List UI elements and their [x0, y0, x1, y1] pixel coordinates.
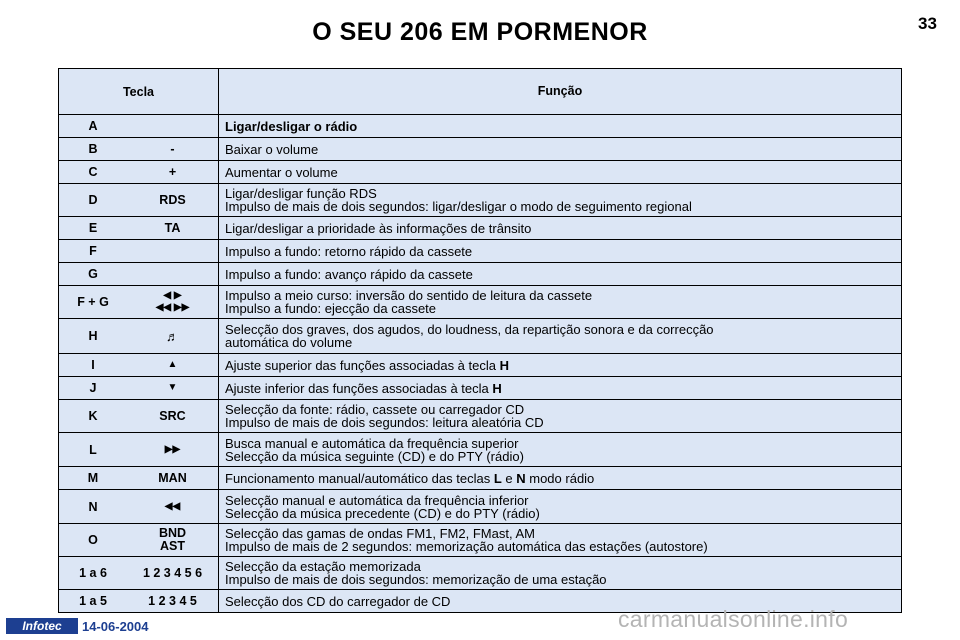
function-text: Ligar/desligar o rádio — [225, 118, 358, 134]
function-text: Impulso a meio curso: inversão do sentido de leitura da cassete — [225, 288, 593, 303]
function-cell — [219, 557, 901, 589]
table-row — [59, 262, 901, 285]
function-text: Funcionamento manual/automático das teclas — [225, 470, 494, 486]
symbol-cell — [127, 240, 219, 262]
key-cell: N — [88, 499, 98, 514]
header-funcao: Função — [537, 84, 583, 98]
function-text: Impulso a fundo: retorno rápido da cassete — [225, 243, 473, 259]
table-row — [59, 114, 901, 137]
music-note-icon: ♬ — [166, 328, 179, 344]
function-text: Impulso de mais de dois segundos: memorização de uma estação — [225, 572, 607, 587]
key-cell: H — [88, 329, 98, 343]
function-key-ref: N — [516, 470, 526, 486]
function-text: modo rádio — [525, 470, 595, 486]
symbol-cell — [127, 286, 219, 318]
key-cell: A — [88, 119, 98, 133]
function-text: Ajuste inferior das funções associadas à tecla — [225, 380, 493, 396]
table-row — [59, 432, 901, 466]
function-cell — [219, 319, 901, 353]
table-row — [59, 466, 901, 489]
table-row — [59, 399, 901, 432]
key-cell: M — [87, 471, 99, 485]
function-text: Selecção dos graves, dos agudos, do loudness, da repartição sonora e da correcção — [225, 322, 714, 337]
table-row — [59, 376, 901, 399]
rewind-icon: ◀◀ — [164, 500, 181, 512]
table-row — [59, 160, 901, 183]
function-text: Ligar/desligar a prioridade às informações de trânsito — [225, 220, 532, 236]
key-cell: F + G — [77, 295, 109, 309]
function-text: Baixar o volume — [225, 141, 319, 157]
table-row — [59, 318, 901, 353]
table-row — [59, 489, 901, 523]
function-text: Impulso de mais de dois segundos: ligar/desligar o modo de seguimento regional — [225, 199, 692, 214]
function-text: Selecção manual e automática da frequência inferior — [225, 492, 529, 508]
function-text: Selecção da música seguinte (CD) e do PTY (rádio) — [225, 448, 524, 464]
function-key-ref: L — [493, 470, 502, 486]
page-number: 33 — [918, 14, 937, 33]
function-cell — [219, 138, 901, 160]
function-text: Impulso de mais de dois segundos: leitura aleatória CD — [225, 415, 544, 430]
function-text: Ajuste superior das funções associadas à tecla — [225, 357, 500, 373]
key-cell: 1 a 6 — [79, 566, 107, 580]
arrow-down-icon: ▼ — [167, 382, 178, 393]
key-cell: G — [88, 267, 98, 281]
key-cell: J — [89, 381, 97, 395]
function-text: Selecção da estação memorizada — [225, 559, 421, 574]
function-cell — [219, 240, 901, 262]
symbol-cell: RDS — [127, 184, 219, 216]
key-cell: O — [88, 533, 98, 547]
function-text: Selecção da fonte: rádio, cassete ou carregador CD — [225, 402, 525, 417]
function-cell — [219, 400, 901, 432]
key-cell: E — [88, 221, 98, 235]
symbol-cell — [127, 377, 219, 399]
key-cell: F — [89, 244, 97, 258]
function-text: Ligar/desligar função RDS — [225, 186, 377, 201]
key-cell: C — [88, 165, 98, 179]
symbol-cell: - — [127, 138, 219, 160]
header-tecla: Tecla — [59, 69, 219, 114]
symbol-cell: 1 2 3 4 5 — [127, 590, 219, 612]
symbol-cell: MAN — [127, 467, 219, 489]
table-row — [59, 216, 901, 239]
key-cell: K — [88, 409, 98, 423]
symbol-cell — [127, 115, 219, 137]
table-row — [59, 183, 901, 216]
function-text: Impulso a fundo: avanço rápido da cassete — [225, 266, 473, 282]
function-text: Selecção da música precedente (CD) e do PTY (rádio) — [225, 505, 540, 521]
function-text: Selecção dos CD do carregador de CD — [225, 593, 451, 609]
function-key-ref: H — [492, 380, 502, 396]
function-cell — [219, 161, 901, 183]
symbol-cell: + — [127, 161, 219, 183]
function-cell — [219, 467, 901, 489]
symbol-cell — [127, 433, 219, 466]
direction-arrows-icon: ◀ ▶ — [163, 290, 182, 301]
table-row — [59, 523, 901, 556]
footer-date: 14-06-2004 — [82, 619, 149, 634]
fast-forward-icon: ▶▶ — [164, 443, 181, 455]
symbol-cell — [127, 263, 219, 285]
function-text: e — [501, 470, 517, 486]
function-cell — [219, 115, 901, 137]
table-row — [59, 137, 901, 160]
symbol-cell — [127, 319, 219, 353]
function-text: Aumentar o volume — [225, 164, 338, 180]
key-cell: B — [88, 142, 98, 156]
rewind-fast-forward-icon: ◀◀ ▶▶ — [155, 302, 190, 313]
symbol-cell: SRC — [127, 400, 219, 432]
function-cell — [219, 490, 901, 523]
infotec-logo: Infotec — [6, 618, 78, 634]
function-text: Impulso de mais de 2 segundos: memorização automática das estações (autostore) — [225, 539, 708, 554]
symbol-cell: TA — [127, 217, 219, 239]
key-cell: 1 a 5 — [79, 594, 107, 608]
function-text: automática do volume — [225, 335, 353, 350]
symbol-cell — [127, 354, 219, 376]
function-cell — [219, 286, 901, 318]
symbol-text: AST — [160, 539, 185, 553]
key-cell: I — [91, 358, 95, 372]
keys-table — [58, 68, 902, 613]
function-text: Busca manual e automática da frequência superior — [225, 435, 519, 451]
table-row — [59, 285, 901, 318]
function-cell — [219, 433, 901, 466]
symbol-text: BND — [158, 526, 187, 540]
function-cell — [219, 377, 901, 399]
watermark: carmanualsonline.info — [618, 606, 849, 632]
function-text: Impulso a fundo: ejecção da cassete — [225, 301, 437, 316]
symbol-cell: 1 2 3 4 5 6 — [127, 557, 219, 589]
key-cell: D — [88, 193, 98, 207]
function-cell — [219, 354, 901, 376]
table-row — [59, 556, 901, 589]
arrow-up-icon: ▲ — [167, 359, 178, 370]
function-text: Selecção das gamas de ondas FM1, FM2, FMast, AM — [225, 526, 535, 541]
symbol-cell — [127, 524, 219, 556]
function-cell — [219, 524, 901, 556]
page-title: O SEU 206 EM PORMENOR — [312, 18, 648, 46]
function-cell — [219, 184, 901, 216]
symbol-cell — [127, 490, 219, 523]
table-header — [59, 69, 901, 114]
function-cell — [219, 217, 901, 239]
key-cell: L — [89, 442, 97, 457]
function-key-ref: H — [499, 357, 509, 373]
table-row — [59, 239, 901, 262]
function-cell — [219, 263, 901, 285]
table-row — [59, 353, 901, 376]
